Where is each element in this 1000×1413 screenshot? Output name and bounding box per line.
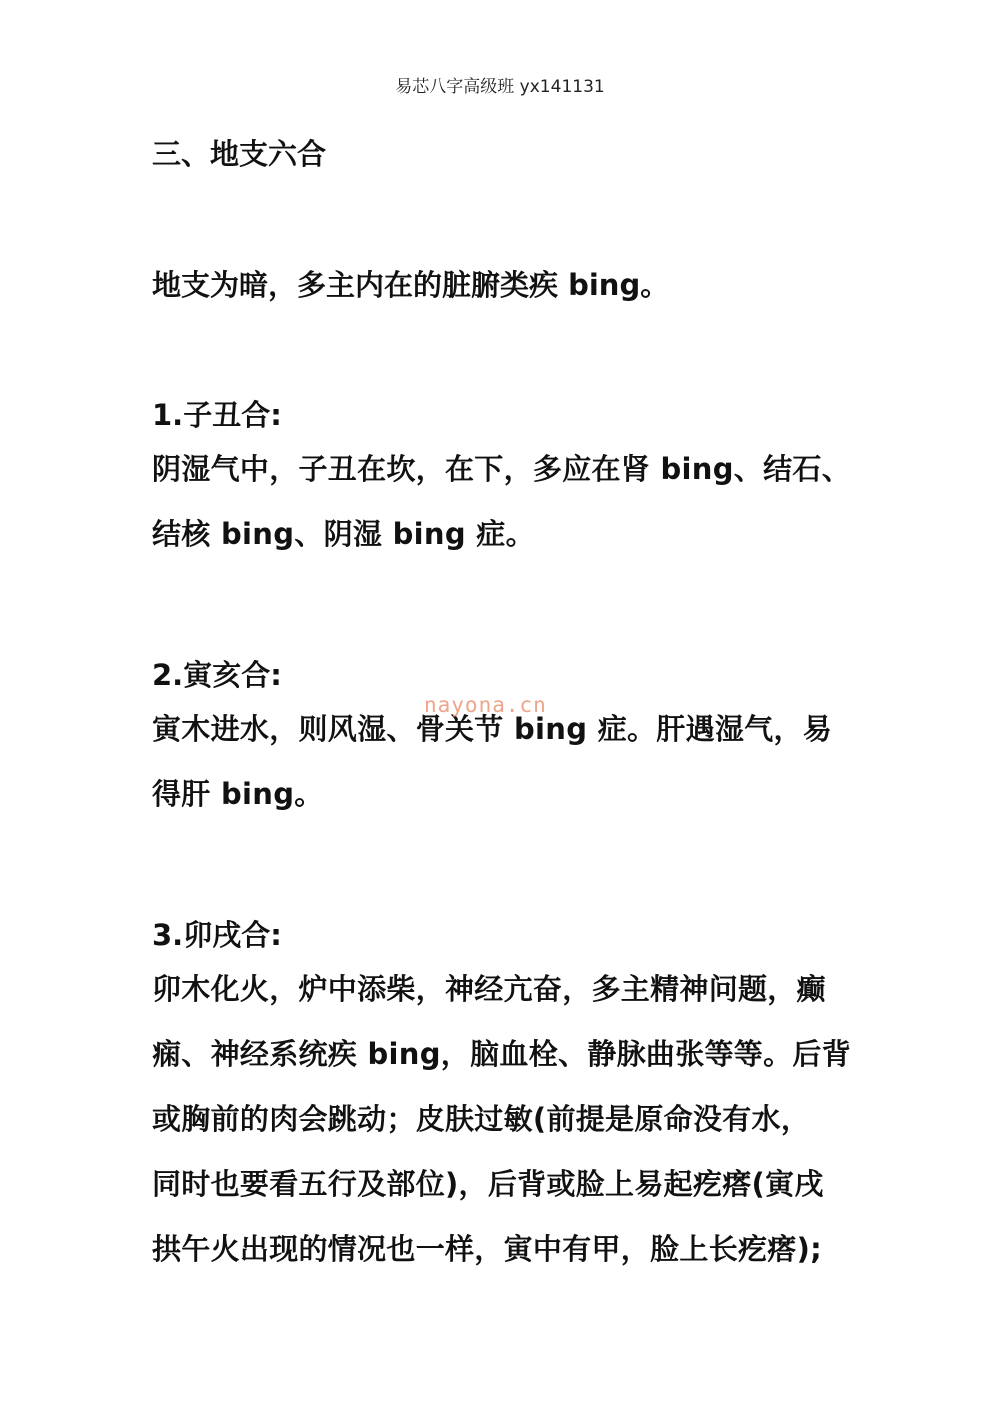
body-line: 卯木化火，炉中添柴，神经亢奋，多主精神问题，癫 [152, 972, 826, 1006]
item-body [152, 437, 852, 567]
body-line: 阴湿气中，子丑在坎，在下，多应在肾 bing、结石、 [152, 452, 852, 486]
item-mao-xu [152, 913, 852, 1282]
body-line: 同时也要看五行及部位)，后背或脸上易起疙瘩(寅戌 [152, 1167, 824, 1201]
section-intro: 地支为暗，多主内在的脏腑类疾 bing。 [152, 268, 670, 302]
body-line: 得肝 bing。 [152, 777, 324, 811]
page-header: 易芯八字高级班 yx141131 [395, 77, 605, 97]
body-line: 拱午火出现的情况也一样，寅中有甲，脸上长疙瘩); [152, 1232, 823, 1266]
body-line: 结核 bing、阴湿 bing 症。 [152, 517, 535, 551]
body-line: 痫、神经系统疾 bing，脑血栓、静脉曲张等等。后背 [152, 1037, 852, 1071]
body-line: 寅木进水，则风湿、骨关节 bing 症。肝遇湿气，易 [152, 712, 833, 746]
item-body [152, 957, 852, 1282]
item-heading: 1.子丑合: [152, 398, 282, 432]
section-title: 三、地支六合 [152, 137, 327, 171]
watermark-text: nayona.cn [424, 693, 547, 717]
item-heading: 2.寅亥合: [152, 658, 282, 692]
body-line: 或胸前的肉会跳动；皮肤过敏(前提是原命没有水， [152, 1102, 811, 1136]
item-zi-chou [152, 393, 852, 567]
item-yin-hai [152, 653, 852, 827]
item-heading: 3.卯戌合: [152, 918, 282, 952]
